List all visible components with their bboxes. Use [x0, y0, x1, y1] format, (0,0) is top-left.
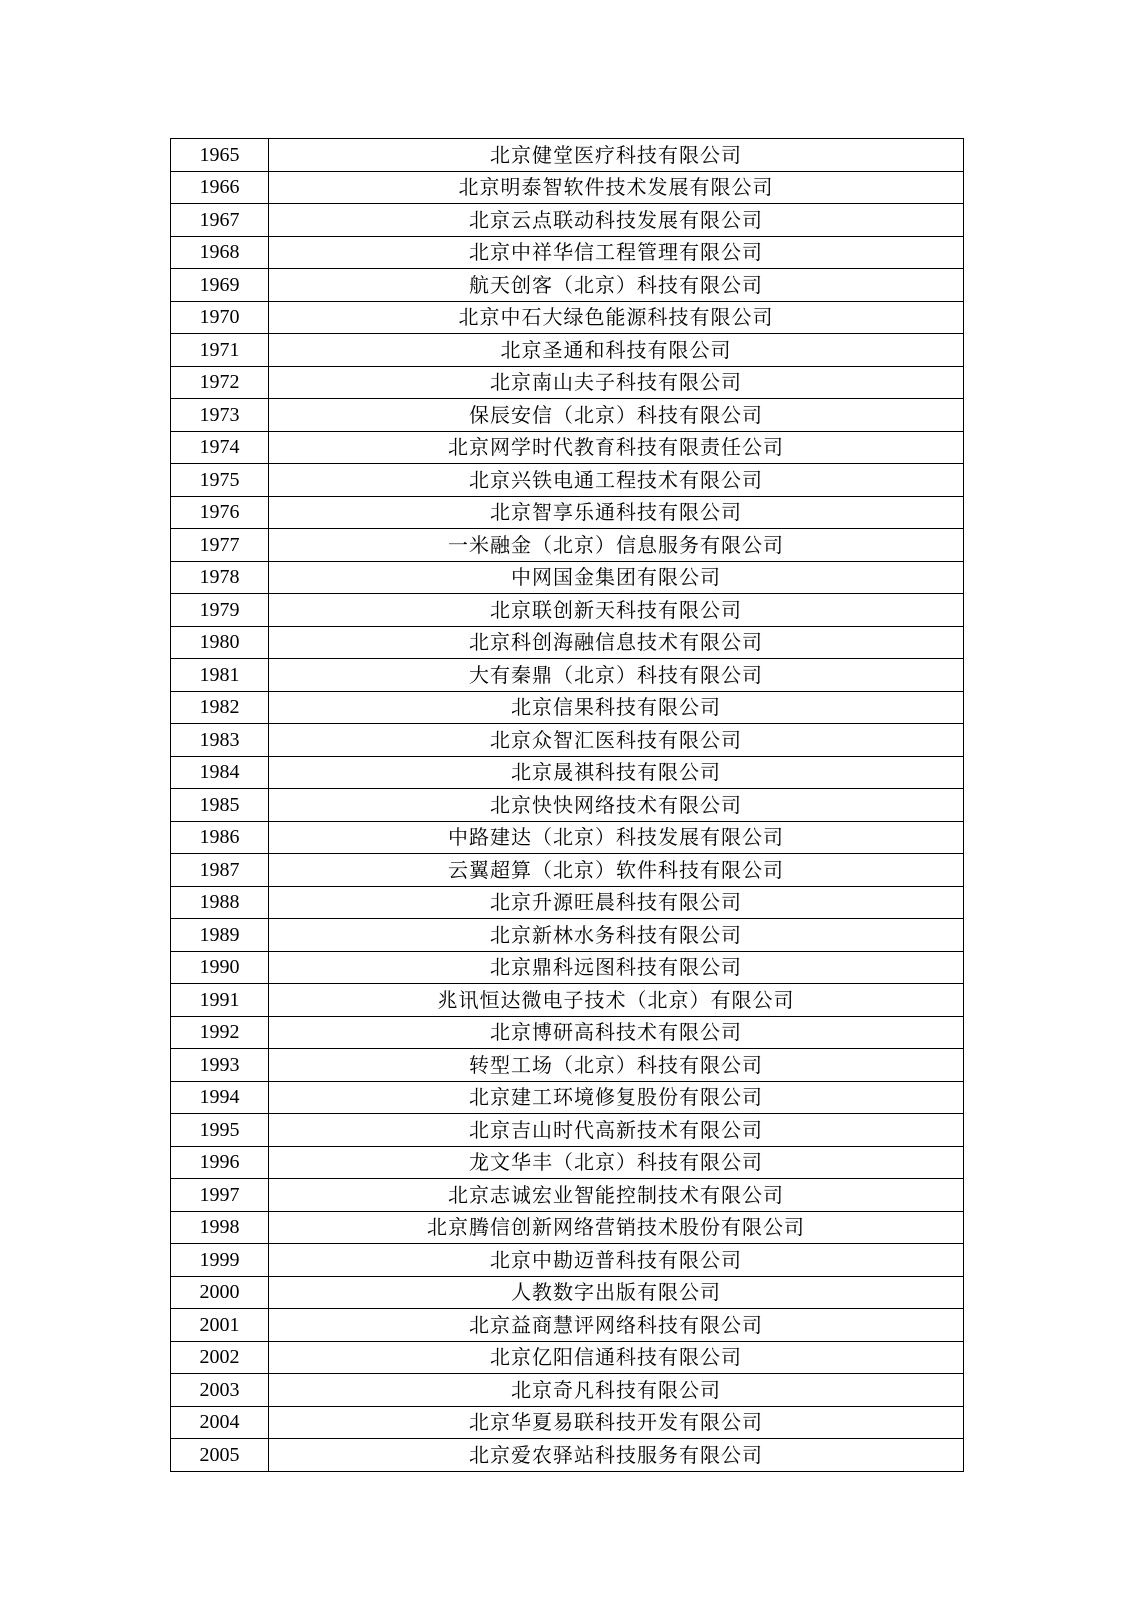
company-name-cell: 北京益商慧评网络科技有限公司 — [269, 1309, 964, 1342]
table-row — [171, 1049, 964, 1082]
company-name-cell: 北京健堂医疗科技有限公司 — [269, 139, 964, 172]
serial-number-cell: 2001 — [171, 1309, 269, 1342]
table-row — [171, 1374, 964, 1407]
table-row — [171, 366, 964, 399]
serial-number-cell: 1969 — [171, 269, 269, 302]
company-name-cell: 北京圣通和科技有限公司 — [269, 334, 964, 367]
serial-number-cell: 1978 — [171, 561, 269, 594]
company-name-cell: 北京科创海融信息技术有限公司 — [269, 626, 964, 659]
company-name-cell: 中路建达（北京）科技发展有限公司 — [269, 821, 964, 854]
table-row — [171, 561, 964, 594]
table-row — [171, 236, 964, 269]
company-name-cell: 大有秦鼎（北京）科技有限公司 — [269, 659, 964, 692]
table-row — [171, 854, 964, 887]
serial-number-cell: 1975 — [171, 464, 269, 497]
table-row — [171, 1276, 964, 1309]
table-row — [171, 204, 964, 237]
company-name-cell: 北京中勘迈普科技有限公司 — [269, 1244, 964, 1277]
serial-number-cell: 1997 — [171, 1179, 269, 1212]
serial-number-cell: 1982 — [171, 691, 269, 724]
table-row — [171, 1439, 964, 1472]
company-name-cell: 北京建工环境修复股份有限公司 — [269, 1081, 964, 1114]
table-row — [171, 1309, 964, 1342]
table-row — [171, 1406, 964, 1439]
serial-number-cell: 1966 — [171, 171, 269, 204]
company-name-cell: 北京兴铁电通工程技术有限公司 — [269, 464, 964, 497]
table-row — [171, 951, 964, 984]
company-name-cell: 北京智享乐通科技有限公司 — [269, 496, 964, 529]
table-row — [171, 529, 964, 562]
company-name-cell: 北京华夏易联科技开发有限公司 — [269, 1406, 964, 1439]
company-name-cell: 北京鼎科远图科技有限公司 — [269, 951, 964, 984]
serial-number-cell: 2005 — [171, 1439, 269, 1472]
serial-number-cell: 1988 — [171, 886, 269, 919]
company-name-cell: 北京亿阳信通科技有限公司 — [269, 1341, 964, 1374]
company-name-cell: 转型工场（北京）科技有限公司 — [269, 1049, 964, 1082]
serial-number-cell: 1990 — [171, 951, 269, 984]
table-row — [171, 301, 964, 334]
company-name-cell: 北京升源旺晨科技有限公司 — [269, 886, 964, 919]
table-row — [171, 1179, 964, 1212]
serial-number-cell: 1994 — [171, 1081, 269, 1114]
serial-number-cell: 1973 — [171, 399, 269, 432]
serial-number-cell: 1980 — [171, 626, 269, 659]
serial-number-cell: 1977 — [171, 529, 269, 562]
serial-number-cell: 1992 — [171, 1016, 269, 1049]
company-name-cell: 龙文华丰（北京）科技有限公司 — [269, 1146, 964, 1179]
serial-number-cell: 1991 — [171, 984, 269, 1017]
table-row — [171, 171, 964, 204]
company-name-cell: 北京众智汇医科技有限公司 — [269, 724, 964, 757]
table-row — [171, 139, 964, 172]
table-row — [171, 984, 964, 1017]
company-name-cell: 北京晟祺科技有限公司 — [269, 756, 964, 789]
company-name-cell: 北京云点联动科技发展有限公司 — [269, 204, 964, 237]
serial-number-cell: 1968 — [171, 236, 269, 269]
serial-number-cell: 1999 — [171, 1244, 269, 1277]
company-name-cell: 北京网学时代教育科技有限责任公司 — [269, 431, 964, 464]
serial-number-cell: 2002 — [171, 1341, 269, 1374]
serial-number-cell: 1996 — [171, 1146, 269, 1179]
serial-number-cell: 1971 — [171, 334, 269, 367]
company-name-cell: 北京明泰智软件技术发展有限公司 — [269, 171, 964, 204]
serial-number-cell: 1979 — [171, 594, 269, 627]
table-body — [171, 139, 964, 1472]
table-row — [171, 431, 964, 464]
company-name-cell: 一米融金（北京）信息服务有限公司 — [269, 529, 964, 562]
serial-number-cell: 1995 — [171, 1114, 269, 1147]
serial-number-cell: 2003 — [171, 1374, 269, 1407]
table-row — [171, 1244, 964, 1277]
serial-number-cell: 2004 — [171, 1406, 269, 1439]
table-row — [171, 821, 964, 854]
company-name-cell: 航天创客（北京）科技有限公司 — [269, 269, 964, 302]
serial-number-cell: 1972 — [171, 366, 269, 399]
serial-number-cell: 1976 — [171, 496, 269, 529]
company-name-cell: 北京信果科技有限公司 — [269, 691, 964, 724]
table-row — [171, 496, 964, 529]
table-row — [171, 626, 964, 659]
table-row — [171, 659, 964, 692]
company-name-cell: 北京中祥华信工程管理有限公司 — [269, 236, 964, 269]
table-row — [171, 919, 964, 952]
table-row — [171, 1016, 964, 1049]
table-row — [171, 464, 964, 497]
company-name-cell: 北京新林水务科技有限公司 — [269, 919, 964, 952]
company-name-cell: 云翼超算（北京）软件科技有限公司 — [269, 854, 964, 887]
company-name-cell: 北京腾信创新网络营销技术股份有限公司 — [269, 1211, 964, 1244]
serial-number-cell: 1986 — [171, 821, 269, 854]
table-row — [171, 756, 964, 789]
serial-number-cell: 1970 — [171, 301, 269, 334]
table-row — [171, 1114, 964, 1147]
company-name-cell: 人教数字出版有限公司 — [269, 1276, 964, 1309]
company-name-cell: 兆讯恒达微电子技术（北京）有限公司 — [269, 984, 964, 1017]
company-name-cell: 北京吉山时代高新技术有限公司 — [269, 1114, 964, 1147]
company-name-cell: 中网国金集团有限公司 — [269, 561, 964, 594]
serial-number-cell: 1974 — [171, 431, 269, 464]
company-name-cell: 北京南山夫子科技有限公司 — [269, 366, 964, 399]
table-row — [171, 334, 964, 367]
company-name-cell: 北京联创新天科技有限公司 — [269, 594, 964, 627]
table-row — [171, 1341, 964, 1374]
serial-number-cell: 1993 — [171, 1049, 269, 1082]
company-list-table — [170, 138, 964, 1472]
table-row — [171, 724, 964, 757]
serial-number-cell: 2000 — [171, 1276, 269, 1309]
company-name-cell: 保辰安信（北京）科技有限公司 — [269, 399, 964, 432]
table-row — [171, 269, 964, 302]
serial-number-cell: 1983 — [171, 724, 269, 757]
serial-number-cell: 1967 — [171, 204, 269, 237]
serial-number-cell: 1985 — [171, 789, 269, 822]
table-row — [171, 399, 964, 432]
company-name-cell: 北京爱农驿站科技服务有限公司 — [269, 1439, 964, 1472]
company-name-cell: 北京奇凡科技有限公司 — [269, 1374, 964, 1407]
table-row — [171, 789, 964, 822]
serial-number-cell: 1981 — [171, 659, 269, 692]
table-row — [171, 886, 964, 919]
serial-number-cell: 1989 — [171, 919, 269, 952]
serial-number-cell: 1984 — [171, 756, 269, 789]
serial-number-cell: 1987 — [171, 854, 269, 887]
company-name-cell: 北京志诚宏业智能控制技术有限公司 — [269, 1179, 964, 1212]
serial-number-cell: 1998 — [171, 1211, 269, 1244]
table-row — [171, 1081, 964, 1114]
company-name-cell: 北京快快网络技术有限公司 — [269, 789, 964, 822]
serial-number-cell: 1965 — [171, 139, 269, 172]
company-name-cell: 北京中石大绿色能源科技有限公司 — [269, 301, 964, 334]
company-name-cell: 北京博研高科技术有限公司 — [269, 1016, 964, 1049]
table-row — [171, 1211, 964, 1244]
table-row — [171, 1146, 964, 1179]
table-row — [171, 594, 964, 627]
table-row — [171, 691, 964, 724]
